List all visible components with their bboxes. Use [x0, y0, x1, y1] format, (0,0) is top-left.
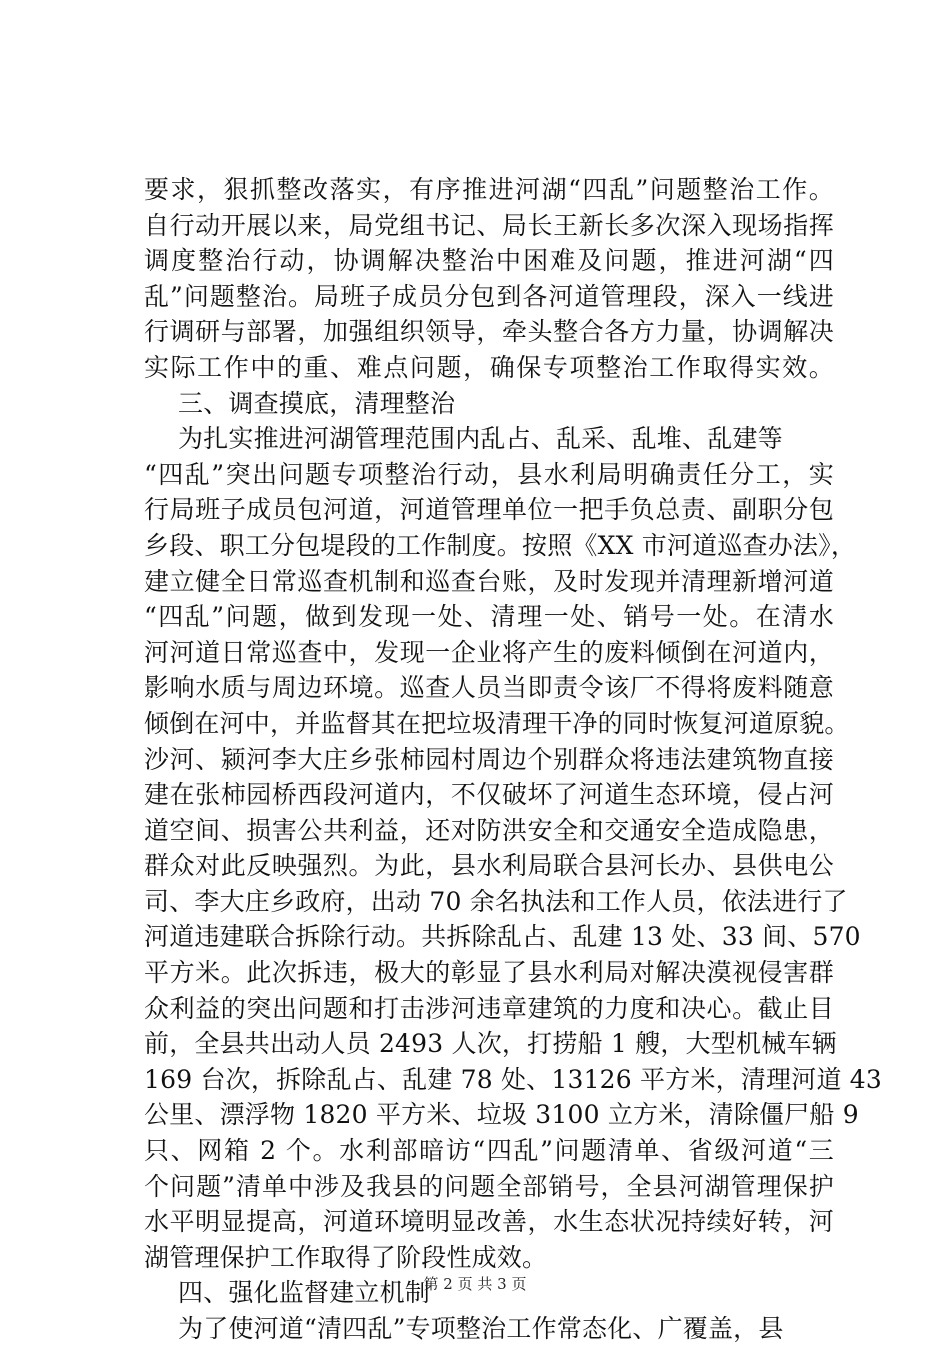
text-line: 调度整治行动，协调解决整治中困难及问题，推进河湖“四 — [144, 246, 834, 276]
text-line: 自行动开展以来，局党组书记、局长王新长多次深入现场指挥 — [144, 210, 834, 240]
text-line: 只、网箱 2 个。水利部暗访“四乱”问题清单、省级河道“三 — [144, 1136, 834, 1166]
document-body — [144, 172, 883, 1347]
text-line: 平方米。此次拆违，极大的彰显了县水利局对解决漠视侵害群 — [144, 958, 834, 988]
paragraph-first-line: 为了使河道“清四乱”专项整治工作常态化、广覆盖，县 — [178, 1314, 784, 1343]
text-line: “四乱”突出问题专项整治行动，县水利局明确责任分工，实 — [144, 459, 834, 489]
text-line: 沙河、颍河李大庄乡张柿园村周边个别群众将违法建筑物直接 — [144, 744, 834, 774]
text-line: 建在张柿园桥西段河道内，不仅破坏了河道生态环境，侵占河 — [144, 780, 834, 810]
text-line: 河道违建联合拆除行动。共拆除乱占、乱建 13 处、33 间、570 — [144, 922, 861, 952]
text-line: 169 台次，拆除乱占、乱建 78 处、13126 平方米，清理河道 43 — [144, 1064, 883, 1094]
text-line: 乡段、职工分包堤段的工作制度。按照《XX 市河道巡查办法》， — [144, 530, 857, 560]
text-line: 乱”问题整治。局班子成员分包到各河道管理段，深入一线进 — [144, 281, 834, 311]
text-line: 倾倒在河中，并监督其在把垃圾清理干净的同时恢复河道原貌。 — [144, 708, 850, 738]
text-line: 道空间、损害公共利益，还对防洪安全和交通安全造成隐患， — [144, 815, 834, 845]
text-line: 行调研与部署，加强组织领导，牵头整合各方力量，协调解决 — [144, 317, 834, 347]
section-heading: 四、强化监督建立机制 — [178, 1278, 431, 1308]
text-line: 建立健全日常巡查机制和巡查台账，及时发现并清理新增河道 — [144, 566, 834, 596]
page-footer: 第 2 页 共 3 页 — [423, 1275, 527, 1293]
text-line: 影响水质与周边环境。巡查人员当即责令该厂不得将废料随意 — [144, 673, 834, 703]
text-line: 水平明显提高，河道环境明显改善，水生态状况持续好转，河 — [144, 1207, 834, 1237]
text-line: 前，全县共出动人员 2493 人次，打捞船 1 艘，大型机械车辆 — [144, 1029, 837, 1059]
text-line: 司、李大庄乡政府，出动 70 余名执法和工作人员，依法进行了 — [144, 886, 848, 916]
paragraph-first-line: 为扎实推进河湖管理范围内乱占、乱采、乱堆、乱建等 — [178, 424, 783, 454]
text-line: 群众对此反映强烈。为此，县水利局联合县河长办、县供电公 — [144, 851, 834, 881]
text-line: 众利益的突出问题和打击涉河违章建筑的力度和决心。截止目 — [144, 993, 834, 1023]
text-line: 行局班子成员包河道，河道管理单位一把手负总责、副职分包 — [144, 495, 834, 525]
section-heading: 三、调查摸底，清理整治 — [178, 388, 456, 418]
text-line: 湖管理保护工作取得了阶段性成效。 — [144, 1242, 548, 1272]
text-line: 个问题”清单中涉及我县的问题全部销号，全县河湖管理保护 — [144, 1171, 834, 1201]
text-line: “四乱”问题，做到发现一处、清理一处、销号一处。在清水 — [144, 602, 834, 632]
text-line: 河河道日常巡查中，发现一企业将产生的废料倾倒在河道内， — [144, 637, 834, 667]
text-line: 公里、漂浮物 1820 平方米、垃圾 3100 立方米，清除僵尸船 9 — [144, 1100, 859, 1130]
text-line: 实际工作中的重、难点问题，确保专项整治工作取得实效。 — [144, 352, 834, 382]
text-line: 要求，狠抓整改落实，有序推进河湖“四乱”问题整治工作。 — [144, 175, 834, 204]
